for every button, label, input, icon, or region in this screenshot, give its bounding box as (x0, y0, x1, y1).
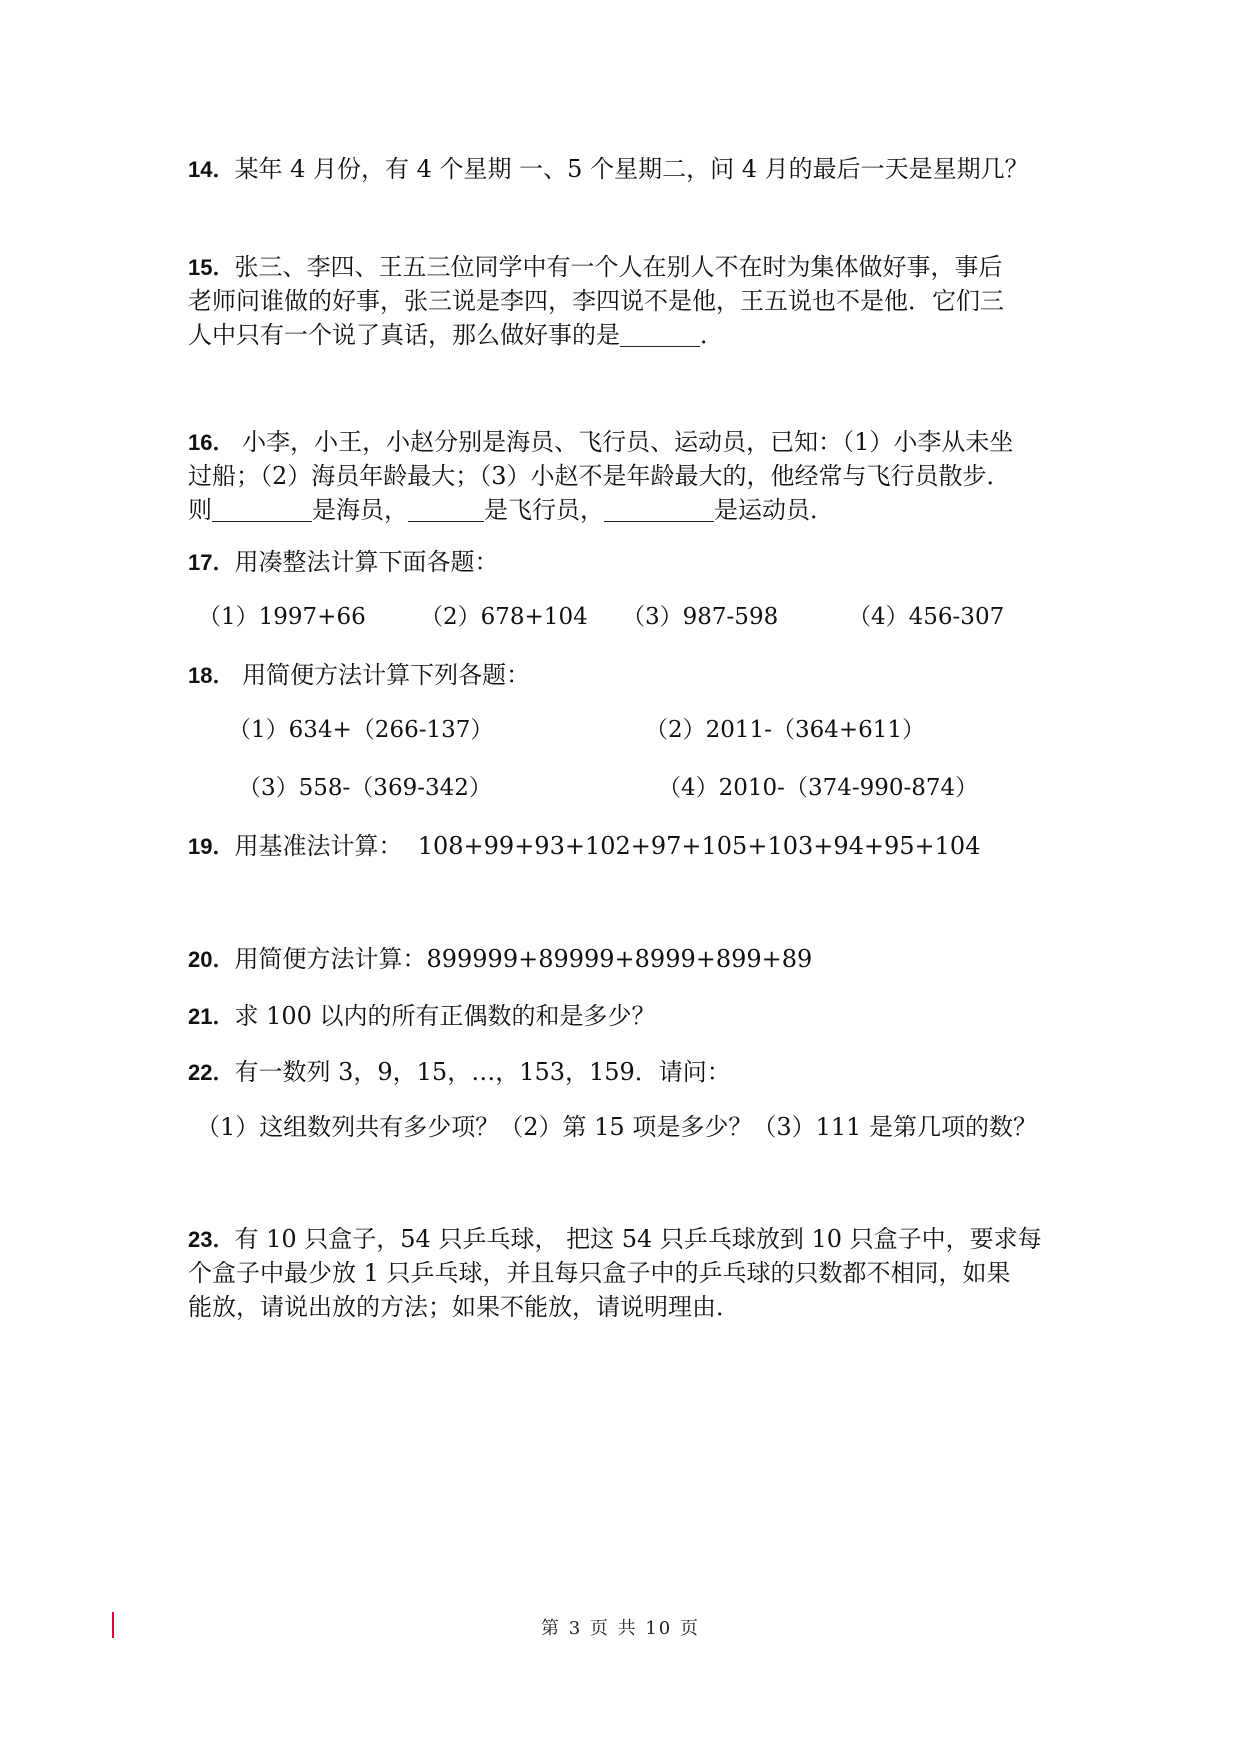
subitem: （1）1997+66 (198, 604, 366, 630)
question-number: 15． (188, 255, 235, 280)
question-14 (188, 150, 1029, 189)
question-text: 是运动员． (714, 496, 834, 524)
question-number: 19． (188, 834, 235, 859)
question-text: 用简便方法计算：899999+89999+8999+899+89 (234, 945, 813, 973)
page-footer: 第 3 页 共 10 页 (541, 1618, 700, 1639)
question-text: 某年 4 月份，有 4 个星期 一、5 个星期二，问 4 月的最后一天是星期几？ (234, 155, 1029, 183)
question-23-line-2: 个盒子中最少放 1 只乒乓球，并且每只盒子中的乒乓球的只数都不相同，如果 (188, 1259, 1011, 1287)
question-15-line-3 (188, 316, 724, 354)
question-text: 用简便方法计算下列各题： (234, 661, 531, 689)
question-17 (188, 543, 498, 582)
question-16-line-3 (188, 491, 834, 529)
subitem: （2）2011-（364+611） (645, 717, 926, 743)
question-text: 人中只有一个说了真话，那么做好事的是 (188, 321, 620, 349)
subitem: （2）678+104 (420, 604, 588, 630)
question-number: 21． (188, 1004, 235, 1029)
question-22 (188, 1053, 731, 1092)
subitem: （3）987-598 (622, 604, 779, 630)
subitem: （4）2010-（374-990-874） (658, 775, 979, 801)
question-number: 22． (188, 1060, 235, 1085)
question-text: 用凑整法计算下面各题： (234, 548, 499, 576)
question-number: 18． (188, 663, 235, 688)
question-number: 20． (188, 947, 235, 972)
question-22-subquestions: （1）这组数列共有多少项？（2）第 15 项是多少？（3）111 是第几项的数？ (196, 1113, 1038, 1141)
question-text: 小李，小王，小赵分别是海员、飞行员、运动员，已知：（1）小李从未坐 (234, 428, 1014, 456)
answer-blank (604, 497, 714, 522)
question-15-line-2: 老师问谁做的好事，张三说是李四，李四说不是他，王五说也不是他．它们三 (188, 287, 1004, 315)
question-21 (188, 997, 656, 1036)
question-20 (188, 940, 812, 979)
question-text: ． (700, 321, 724, 349)
question-number: 16． (188, 430, 235, 455)
question-text: 求 100 以内的所有正偶数的和是多少？ (234, 1002, 656, 1030)
question-text: 是海员， (312, 496, 408, 524)
question-number: 17． (188, 550, 235, 575)
question-number: 14． (188, 157, 235, 182)
question-text: 是飞行员， (484, 496, 604, 524)
answer-blank (620, 322, 700, 347)
question-text: 用基准法计算： 108+99+93+102+97+105+103+94+95+104 (234, 832, 981, 860)
question-text: 有一数列 3，9，15，…，153，159．请问： (234, 1058, 731, 1086)
question-16-line-2: 过船；（2）海员年龄最大；（3）小赵不是年龄最大的，他经常与飞行员散步． (188, 462, 1011, 490)
question-23-line-3: 能放，请说出放的方法；如果不能放，请说明理由． (188, 1293, 740, 1321)
subitem: （4）456-307 (848, 604, 1005, 630)
answer-blank (212, 497, 312, 522)
question-19 (188, 827, 980, 866)
question-18 (188, 656, 530, 695)
answer-blank (408, 497, 484, 522)
question-text: 有 10 只盒子，54 只乒乓球， 把这 54 只乒乓球放到 10 只盒子中，要求每 (234, 1225, 1042, 1253)
subitem: （1）634+（266-137） (228, 717, 494, 743)
question-text: 则 (188, 496, 212, 524)
subitem: （3）558-（369-342） (238, 775, 492, 801)
question-number: 23． (188, 1227, 235, 1252)
question-text: 张三、李四、王五三位同学中有一个人在别人不在时为集体做好事，事后 (234, 253, 1003, 281)
